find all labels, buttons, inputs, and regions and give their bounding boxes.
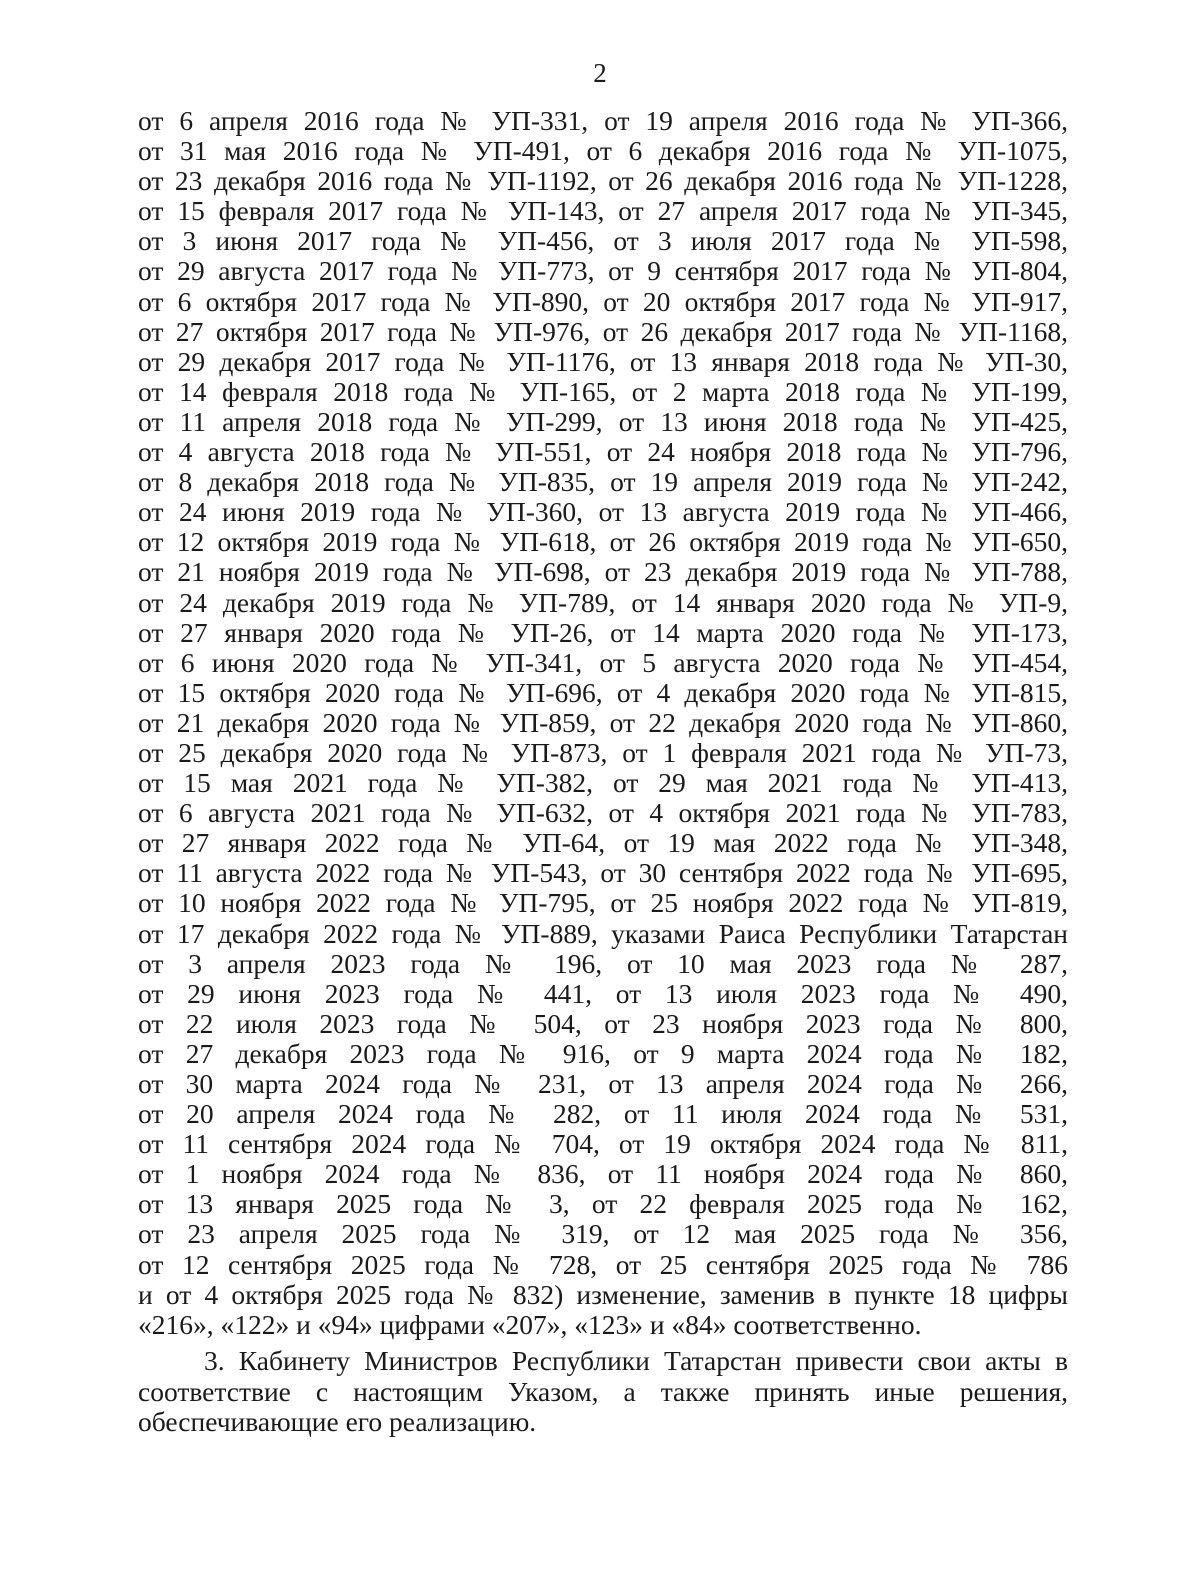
text-line: от 27 января 2020 года № УП-26, от 14 марта 2020 года № УП-173, [138,616,1068,648]
text-line: от 12 октября 2019 года № УП-618, от 26 октября 2019 года № УП-650, [138,526,1068,558]
text-line: «216», «122» и «94» цифрами «207», «123» и «84» соответственно. [138,1308,922,1340]
decree-list-paragraph [138,106,1068,1340]
text-line: от 24 декабря 2019 года № УП-789, от 14 января 2020 года № УП-9, [138,586,1068,618]
text-line: от 10 ноября 2022 года № УП-795, от 25 ноября 2022 года № УП-819, [138,887,1068,919]
text-line: от 27 января 2022 года № УП-64, от 19 мая 2022 года № УП-348, [138,827,1068,859]
text-line: от 24 июня 2019 года № УП-360, от 13 августа 2019 года № УП-466, [138,496,1068,528]
text-line: от 17 декабря 2022 года № УП-889, указами Раиса Республики Татарстан [138,917,1068,949]
paragraph-3 [138,1346,1068,1438]
text-line: от 15 октября 2020 года № УП-696, от 4 декабря 2020 года № УП-815, [138,676,1068,708]
text-line: от 29 декабря 2017 года № УП-1176, от 13 января 2018 года № УП-30, [138,345,1068,377]
text-line: обеспечивающие его реализацию. [138,1406,537,1437]
text-line: от 1 ноября 2024 года № 836, от 11 ноября 2024 года № 860, [138,1158,1068,1190]
text-line: от 30 марта 2024 года № 231, от 13 апреля 2024 года № 266, [138,1068,1068,1099]
text-line: от 8 декабря 2018 года № УП-835, от 19 апреля 2019 года № УП-242, [138,466,1068,498]
text-line: от 27 октября 2017 года № УП-976, от 26 декабря 2017 года № УП-1168, [138,315,1068,347]
text-line: от 27 декабря 2023 года № 916, от 9 марта 2024 года № 182, [138,1037,1068,1069]
text-line: от 15 мая 2021 года № УП-382, от 29 мая 2021 года № УП-413, [138,767,1068,799]
text-line: от 6 августа 2021 года № УП-632, от 4 октября 2021 года № УП-783, [138,797,1068,829]
text-line: от 6 июня 2020 года № УП-341, от 5 августа 2020 года № УП-454, [138,646,1068,678]
text-line: соответствие с настоящим Указом, а также принять иные решения, [138,1375,1068,1407]
text-line: от 13 января 2025 года № 3, от 22 февраля 2025 года № 162, [138,1188,1068,1220]
text-line: от 29 июня 2023 года № 441, от 13 июля 2023 года № 490, [138,977,1068,1009]
text-line: от 20 апреля 2024 года № 282, от 11 июля 2024 года № 531, [138,1098,1068,1130]
text-line: от 29 августа 2017 года № УП-773, от 9 сентября 2017 года № УП-804, [138,255,1068,287]
text-line: от 11 августа 2022 года № УП-543, от 30 сентября 2022 года № УП-695, [138,857,1068,889]
text-line: от 12 сентября 2025 года № 728, от 25 сентября 2025 года № 786 [138,1248,1068,1280]
text-line: от 11 апреля 2018 года № УП-299, от 13 июня 2018 года № УП-425, [138,405,1068,437]
text-line: от 15 февраля 2017 года № УП-143, от 27 апреля 2017 года № УП-345, [138,195,1068,227]
page-number: 2 [593,58,607,88]
text-line: от 3 июня 2017 года № УП-456, от 3 июля 2017 года № УП-598, [138,225,1068,257]
text-line: от 4 августа 2018 года № УП-551, от 24 ноября 2018 года № УП-796, [138,436,1068,468]
text-line: 3. Кабинету Министров Республики Татарстан привести свои акты в [204,1345,1068,1376]
text-line: от 31 мая 2016 года № УП-491, от 6 декабря 2016 года № УП-1075, [138,135,1068,167]
text-line: от 6 апреля 2016 года № УП-331, от 19 апреля 2016 года № УП-366, [138,105,1068,136]
text-line: от 21 ноября 2019 года № УП-698, от 23 декабря 2019 года № УП-788, [138,556,1068,588]
text-line: от 23 декабря 2016 года № УП-1192, от 26 декабря 2016 года № УП-1228, [138,165,1068,197]
text-line: от 14 февраля 2018 года № УП-165, от 2 марта 2018 года № УП-199, [138,375,1068,407]
text-line: от 3 апреля 2023 года № 196, от 10 мая 2023 года № 287, [138,947,1068,979]
text-line: от 22 июля 2023 года № 504, от 23 ноября 2023 года № 800, [138,1007,1068,1039]
text-line: от 6 октября 2017 года № УП-890, от 20 октября 2017 года № УП-917, [138,285,1068,317]
text-line: и от 4 октября 2025 года № 832) изменение, заменив в пункте 18 цифры [138,1278,1068,1310]
text-line: от 25 декабря 2020 года № УП-873, от 1 февраля 2021 года № УП-73, [138,736,1068,768]
text-line: от 11 сентября 2024 года № 704, от 19 октября 2024 года № 811, [138,1128,1068,1160]
text-line: от 21 декабря 2020 года № УП-859, от 22 декабря 2020 года № УП-860, [138,706,1068,738]
text-line: от 23 апреля 2025 года № 319, от 12 мая 2025 года № 356, [138,1218,1068,1250]
